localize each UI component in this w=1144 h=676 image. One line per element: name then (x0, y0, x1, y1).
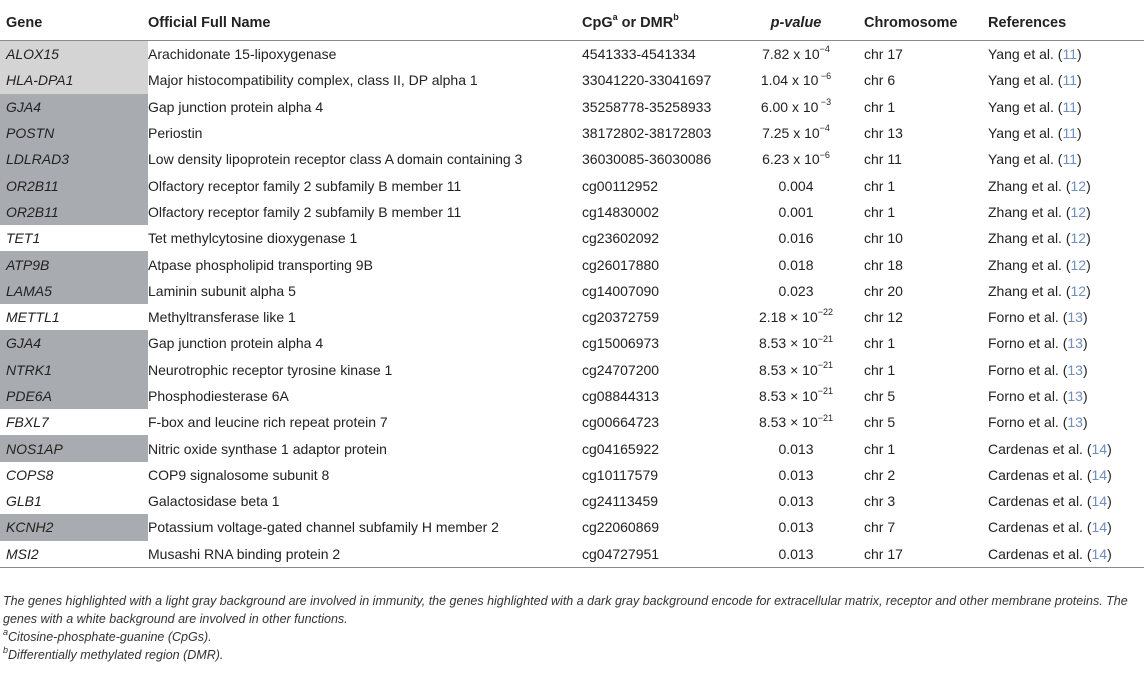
reference-number-link[interactable]: 13 (1067, 309, 1083, 326)
reference-cell (988, 462, 1144, 488)
pvalue-base: 0.001 (778, 203, 814, 220)
reference-number-link[interactable]: 14 (1091, 493, 1108, 510)
pvalue-cell (728, 278, 864, 304)
table-row (0, 462, 1144, 488)
reference-number-link[interactable]: 11 (1062, 46, 1077, 63)
chromosome-cell: chr 12 (864, 309, 903, 326)
reference-author: Cardenas et al. ( (988, 545, 1092, 562)
reference-close: ) (1082, 335, 1088, 352)
cpg-cell: 4541333-4541334 (582, 46, 696, 63)
table-footnotes (3, 592, 1143, 664)
pvalue-cell (728, 146, 864, 172)
pvalue-base: 0.016 (778, 230, 814, 247)
footnote-main: The genes highlighted with a light gray background are involved in immunity, the genes highlighted with a dark gray background encode for extracellular matrix, receptor and other membrane proteins. The genes with a white background are involved in other functions. (3, 594, 1128, 626)
reference-author: Cardenas et al. ( (988, 440, 1092, 457)
gene-cell: LDLRAD3 (0, 146, 148, 172)
reference-number-link[interactable]: 11 (1062, 98, 1077, 115)
table-row (0, 514, 1144, 540)
official-name-cell: Low density lipoprotein receptor class A domain containing 3 (148, 151, 523, 168)
reference-cell (988, 120, 1144, 146)
reference-author: Forno et al. ( (988, 388, 1068, 404)
official-name-cell: Major histocompatibility complex, class II, DP alpha 1 (148, 72, 478, 89)
pvalue-exponent: −21 (817, 333, 834, 344)
pvalue-base: 0.013 (778, 493, 814, 510)
reference-author: Forno et al. ( (988, 309, 1068, 326)
footnote-b (3, 646, 1143, 664)
cpg-cell: cg10117579 (582, 466, 659, 483)
official-name-cell: Olfactory receptor family 2 subfamily B member 11 (148, 203, 462, 220)
reference-cell (988, 488, 1144, 514)
gene-cell: COPS8 (6, 466, 54, 483)
reference-cell (988, 146, 1144, 172)
reference-cell (988, 172, 1144, 198)
reference-number-link[interactable]: 13 (1067, 414, 1083, 431)
reference-close: ) (1086, 230, 1091, 247)
table-row (0, 146, 1144, 172)
gene-cell: HLA-DPA1 (0, 67, 148, 93)
header-cpg-dmr (582, 6, 728, 41)
table-row (0, 304, 1144, 330)
pvalue-cell (728, 41, 864, 68)
reference-cell (988, 251, 1144, 277)
pvalue-base: 1.04 x 10 (760, 72, 819, 89)
cpg-cell: cg14830002 (582, 203, 660, 220)
pvalue-base: 8.53 × 10 (758, 388, 818, 404)
official-name-cell: Laminin subunit alpha 5 (148, 282, 296, 299)
header-or-dmr: or DMR (617, 15, 674, 31)
official-name-cell: Musashi RNA binding protein 2 (148, 541, 582, 568)
table-row (0, 225, 1144, 251)
pvalue-cell (728, 67, 864, 93)
reference-author: Yang et al. ( (988, 46, 1063, 63)
reference-close: ) (1107, 545, 1112, 562)
table-row (0, 409, 1144, 435)
cpg-cell: 33041220-33041697 (582, 72, 712, 89)
official-name-cell: Gap junction protein alpha 4 (148, 98, 324, 115)
chromosome-cell: chr 13 (864, 125, 903, 142)
cpg-cell: cg14007090 (582, 282, 660, 299)
pvalue-cell (728, 251, 864, 277)
reference-author: Forno et al. ( (988, 414, 1068, 431)
reference-cell (988, 514, 1144, 540)
chromosome-cell: chr 1 (864, 177, 896, 194)
pvalue-exponent: −6 (818, 70, 832, 81)
chromosome-cell: chr 5 (864, 414, 896, 431)
reference-author: Zhang et al. ( (988, 177, 1071, 194)
table-row (0, 251, 1144, 277)
pvalue-base: 7.25 x 10 (762, 125, 820, 142)
official-name-cell: Nitric oxide synthase 1 adaptor protein (148, 440, 387, 457)
pvalue-cell (728, 199, 864, 225)
reference-author: Zhang et al. ( (988, 203, 1071, 220)
footnote-a-text: Citosine-phosphate-guanine (CpGs). (8, 630, 212, 644)
chromosome-cell: chr 1 (864, 361, 896, 378)
chromosome-cell: chr 1 (864, 440, 896, 457)
table-body (0, 41, 1144, 568)
official-name-cell: COP9 signalosome subunit 8 (148, 466, 330, 483)
cpg-cell: cg26017880 (582, 256, 660, 273)
table-row (0, 357, 1144, 383)
pvalue-base: 8.53 × 10 (758, 335, 818, 352)
chromosome-cell: chr 11 (864, 151, 902, 168)
gene-cell: OR2B11 (0, 199, 148, 225)
gene-cell: NOS1AP (0, 435, 148, 461)
gene-cell: METTL1 (6, 309, 60, 326)
reference-cell (988, 278, 1144, 304)
reference-cell (988, 304, 1144, 330)
pvalue-exponent: −22 (817, 307, 834, 318)
reference-number-link[interactable]: 11 (1062, 125, 1077, 142)
gene-cell: LAMA5 (0, 278, 148, 304)
table-row (0, 488, 1144, 514)
cpg-cell: cg00664723 (582, 414, 660, 431)
pvalue-exponent: −4 (819, 123, 830, 134)
gene-table (0, 6, 1144, 568)
reference-cell (988, 409, 1144, 435)
pvalue-cell (728, 172, 864, 198)
pvalue-base: 6.00 x 10 (760, 98, 819, 115)
header-chromosome: Chromosome (864, 6, 988, 41)
table-row (0, 41, 1144, 68)
pvalue-exponent: −4 (819, 44, 830, 55)
chromosome-cell: chr 10 (864, 230, 903, 247)
official-name-cell: F-box and leucine rich repeat protein 7 (148, 414, 388, 431)
cpg-cell: 35258778-35258933 (582, 98, 712, 115)
pvalue-exponent: −3 (818, 97, 832, 108)
reference-number-link[interactable]: 11 (1062, 151, 1077, 168)
official-name-cell: Atpase phospholipid transporting 9B (148, 256, 373, 273)
footnote-b-text: Differentially methylated region (DMR). (8, 648, 224, 662)
pvalue-cell (728, 330, 864, 356)
pvalue-exponent: −6 (819, 149, 830, 160)
pvalue-cell (728, 488, 864, 514)
pvalue-cell (728, 357, 864, 383)
pvalue-base: 0.018 (778, 256, 814, 273)
chromosome-cell: chr 17 (864, 541, 988, 568)
table-row (0, 172, 1144, 198)
reference-number-link[interactable]: 13 (1067, 388, 1083, 404)
header-cpg: CpG (582, 15, 613, 31)
official-name-cell: Periostin (148, 125, 203, 142)
gene-cell: GLB1 (6, 493, 42, 510)
official-name-cell: Tet methylcytosine dioxygenase 1 (148, 230, 358, 247)
reference-cell (988, 225, 1144, 251)
pvalue-base: 0.013 (778, 466, 814, 483)
gene-cell: GJA4 (0, 330, 148, 356)
gene-cell: OR2B11 (0, 172, 148, 198)
chromosome-cell: chr 17 (864, 46, 903, 63)
reference-number-link[interactable]: 12 (1070, 282, 1087, 299)
pvalue-cell (728, 225, 864, 251)
pvalue-base: 8.53 × 10 (758, 414, 818, 431)
pvalue-base: 6.23 x 10 (762, 151, 820, 168)
official-name-cell: Neurotrophic receptor tyrosine kinase 1 (148, 361, 393, 378)
cpg-cell: cg24113459 (582, 493, 659, 510)
gene-cell: NTRK1 (0, 357, 148, 383)
reference-number-link[interactable]: 14 (1091, 440, 1108, 457)
reference-author: Cardenas et al. ( (988, 493, 1092, 510)
reference-close: ) (1086, 177, 1091, 194)
table-row (0, 199, 1144, 225)
chromosome-cell: chr 1 (864, 203, 896, 220)
footnote-b-mark: b (3, 644, 9, 655)
reference-close: ) (1086, 203, 1091, 220)
cpg-cell: cg08844313 (582, 388, 660, 404)
pvalue-cell (728, 514, 864, 540)
cpg-cell: cg20372759 (582, 309, 660, 326)
reference-cell (988, 330, 1144, 356)
reference-close: ) (1077, 151, 1082, 168)
pvalue-cell (728, 409, 864, 435)
pvalue-base: 2.18 × 10 (758, 309, 818, 326)
gene-cell: PDE6A (0, 383, 148, 409)
table-row (0, 94, 1144, 120)
reference-close: ) (1077, 46, 1082, 63)
reference-author: Cardenas et al. ( (988, 466, 1092, 483)
cpg-cell: cg24707200 (582, 361, 660, 378)
reference-number-link[interactable]: 14 (1091, 519, 1108, 536)
chromosome-cell: chr 7 (864, 519, 896, 536)
pvalue-base: 0.013 (778, 440, 814, 457)
reference-author: Forno et al. ( (988, 361, 1068, 378)
official-name-cell: Arachidonate 15-lipoxygenase (148, 46, 337, 63)
reference-cell (988, 435, 1144, 461)
chromosome-cell: chr 3 (864, 493, 896, 510)
gene-cell: MSI2 (0, 541, 148, 568)
gene-cell: ALOX15 (0, 41, 148, 68)
chromosome-cell: chr 2 (864, 466, 896, 483)
chromosome-cell: chr 6 (864, 72, 896, 89)
reference-cell (988, 383, 1144, 409)
header-references: References (988, 6, 1144, 41)
reference-number-link[interactable]: 14 (1091, 545, 1108, 562)
cpg-cell: cg22060869 (582, 519, 660, 536)
reference-number-link[interactable]: 12 (1070, 177, 1087, 194)
reference-cell (988, 67, 1144, 93)
reference-close: ) (1077, 125, 1082, 142)
footnote-a-mark: a (3, 626, 9, 637)
reference-number-link[interactable]: 13 (1067, 335, 1083, 352)
reference-author: Yang et al. ( (988, 72, 1063, 89)
chromosome-cell: chr 1 (864, 98, 896, 115)
pvalue-base: 0.013 (778, 545, 814, 562)
cpg-cell: cg00112952 (582, 177, 659, 194)
gene-cell: ATP9B (0, 251, 148, 277)
pvalue-exponent: −21 (817, 386, 834, 397)
reference-number-link[interactable]: 12 (1070, 256, 1087, 273)
official-name-cell: Phosphodiesterase 6A (148, 388, 289, 404)
pvalue-cell (728, 383, 864, 409)
official-name-cell: Gap junction protein alpha 4 (148, 335, 324, 352)
gene-cell: FBXL7 (6, 414, 49, 431)
reference-close: ) (1082, 309, 1088, 326)
reference-close: ) (1107, 440, 1112, 457)
reference-author: Yang et al. ( (988, 98, 1063, 115)
pvalue-base: 7.82 x 10 (762, 46, 820, 63)
pvalue-cell (728, 304, 864, 330)
reference-number-link[interactable]: 14 (1091, 466, 1108, 483)
reference-close: ) (1086, 256, 1091, 273)
reference-cell (988, 357, 1144, 383)
header-gene: Gene (0, 6, 148, 41)
reference-cell (988, 94, 1144, 120)
reference-number-link[interactable]: 11 (1062, 72, 1077, 89)
reference-close: ) (1082, 414, 1088, 431)
reference-close: ) (1082, 388, 1088, 404)
reference-close: ) (1107, 519, 1112, 536)
cpg-cell: cg23602092 (582, 230, 660, 247)
cpg-cell: 38172802-38172803 (582, 125, 712, 142)
pvalue-exponent: −21 (817, 360, 834, 371)
gene-cell: TET1 (6, 230, 41, 247)
pvalue-cell (728, 120, 864, 146)
header-pvalue: p-value (728, 6, 864, 41)
official-name-cell: Methyltransferase like 1 (148, 309, 296, 326)
reference-number-link[interactable]: 13 (1067, 361, 1083, 378)
table-row (0, 278, 1144, 304)
pvalue-base: 0.023 (778, 282, 814, 299)
table-row (0, 120, 1144, 146)
reference-cell (988, 41, 1144, 68)
table-header-row (0, 6, 1144, 41)
reference-author: Yang et al. ( (988, 125, 1063, 142)
table-row (0, 541, 1144, 568)
pvalue-base: 8.53 × 10 (758, 361, 818, 378)
pvalue-cell (728, 94, 864, 120)
header-official-name: Official Full Name (148, 6, 582, 41)
table-row (0, 435, 1144, 461)
header-cpg-sup-a: a (612, 12, 618, 23)
gene-cell: GJA4 (0, 94, 148, 120)
chromosome-cell: chr 18 (864, 256, 903, 273)
reference-close: ) (1107, 466, 1112, 483)
reference-cell (988, 541, 1144, 568)
chromosome-cell: chr 5 (864, 388, 896, 404)
pvalue-cell (728, 435, 864, 461)
official-name-cell: Potassium voltage-gated channel subfamily H member 2 (148, 519, 499, 536)
reference-author: Zhang et al. ( (988, 256, 1071, 273)
cpg-cell: cg04727951 (582, 541, 728, 568)
footnote-a (3, 628, 1143, 646)
reference-close: ) (1086, 282, 1091, 299)
pvalue-base: 0.013 (778, 519, 814, 536)
reference-author: Zhang et al. ( (988, 230, 1071, 247)
table-row (0, 330, 1144, 356)
official-name-cell: Olfactory receptor family 2 subfamily B member 11 (148, 177, 462, 194)
reference-author: Yang et al. ( (988, 151, 1063, 168)
chromosome-cell: chr 1 (864, 335, 896, 352)
official-name-cell: Galactosidase beta 1 (148, 493, 280, 510)
reference-close: ) (1077, 72, 1082, 89)
cpg-cell: 36030085-36030086 (582, 151, 712, 168)
cpg-cell: cg04165922 (582, 440, 660, 457)
pvalue-exponent: −21 (817, 412, 834, 423)
pvalue-cell (728, 462, 864, 488)
pvalue-base: 0.004 (778, 177, 814, 194)
table-row (0, 67, 1144, 93)
reference-close: ) (1107, 493, 1112, 510)
table-row (0, 383, 1144, 409)
reference-number-link[interactable]: 12 (1070, 203, 1087, 220)
reference-author: Cardenas et al. ( (988, 519, 1092, 536)
reference-close: ) (1077, 98, 1082, 115)
reference-number-link[interactable]: 12 (1070, 230, 1087, 247)
reference-author: Forno et al. ( (988, 335, 1068, 352)
header-cpg-sup-b: b (673, 12, 679, 23)
gene-cell: KCNH2 (0, 514, 148, 540)
pvalue-cell (728, 541, 864, 568)
reference-author: Zhang et al. ( (988, 282, 1071, 299)
cpg-cell: cg15006973 (582, 335, 660, 352)
gene-cell: POSTN (0, 120, 148, 146)
chromosome-cell: chr 20 (864, 282, 903, 299)
reference-cell (988, 199, 1144, 225)
reference-close: ) (1082, 361, 1088, 378)
